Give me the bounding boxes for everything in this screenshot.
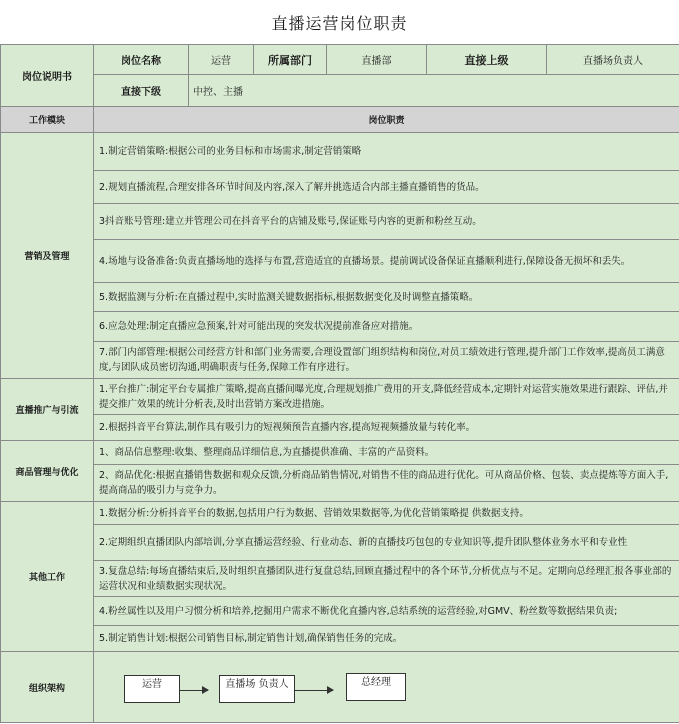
module-duties <box>94 441 679 502</box>
position-name-value: 运营 <box>189 45 254 75</box>
department-label: 所属部门 <box>254 45 327 75</box>
org-label: 组织架构 <box>1 652 94 723</box>
superior-label: 直接上级 <box>427 45 547 75</box>
duty-item: 7.部门内部管理:根据公司经营方针和部门业务需要,合理设置部门组织结构和岗位,对员工绩效进行管理,提升部门工作效率,提高员工满意度,与团队成员密切沟通,明确职责与任务,保障工作有序进行。 <box>99 347 665 373</box>
module-duties <box>94 133 679 379</box>
duty-item: 3.复盘总结:每场直播结束后,及时组织直播团队进行复盘总结,回顾直播过程中的各个环节,分析优点与不足。定期向总经理汇报各事业部的运营状况和业绩数据实现状况。 <box>94 561 679 597</box>
org-chart <box>94 652 679 723</box>
duty-item: 3抖音账号管理:建立并管理公司在抖音平台的店铺及账号,保证账号内容的更新和粉丝互动。 <box>94 204 679 240</box>
org-box-live-manager: 直播场 负责人 <box>219 675 295 703</box>
duty-item: 1.平台推广:制定平台专属推广策略,提高直播间曝光度,合理规划推广费用的开支,降低经营成本,定期针对运营实施效果进行跟踪、评估,并提交推广效果的统计分析表,及时出营销方案改进措施。 <box>94 379 679 415</box>
duty-item: 2、商品优化:根据直播销售数据和观众反馈,分析商品销售情况,对销售不佳的商品进行优化。可从商品价格、包装、卖点提炼等方面入手,提高商品的吸引力与竞争力。 <box>99 470 669 496</box>
subordinate-label: 直接下级 <box>94 75 189 107</box>
duty-item: 2.规划直播流程,合理安排各环节时间及内容,深入了解并挑选适合内部主播直播销售的货品。 <box>94 171 679 204</box>
module-column-header: 工作模块 <box>1 107 94 133</box>
module-duties <box>94 502 679 652</box>
duty-item: 6.应急处理:制定直播应急预案,针对可能出现的突发状况提前准备应对措施。 <box>94 312 679 342</box>
org-box-general-manager: 总经理 <box>346 673 406 701</box>
arrow-icon <box>180 690 208 691</box>
duty-item: 1.制定营销策略:根据公司的业务目标和市场需求,制定营销策略 <box>94 133 679 171</box>
duty-item: 1、商品信息整理:收集、整理商品详细信息,为直播提供准确、丰富的产品资料。 <box>94 441 679 465</box>
module-name: 营销及管理 <box>1 133 94 379</box>
org-box-operations: 运营 <box>124 675 180 703</box>
duties-column-header: 岗位职责 <box>94 107 679 133</box>
department-value: 直播部 <box>327 45 427 75</box>
duty-item: 4.场地与设备准备:负责直播场地的选择与布置,营造适宜的直播场景。提前调试设备保证直播顺利进行,保障设备无损坏和丢失。 <box>94 240 679 283</box>
job-description-table <box>0 44 679 723</box>
position-name-label: 岗位名称 <box>94 45 189 75</box>
duty-item: 5.制定销售计划:根据公司销售目标,制定销售计划,确保销售任务的完成。 <box>99 633 403 644</box>
module-name: 直播推广与引流 <box>1 379 94 441</box>
page-title: 直播运营岗位职责 <box>0 0 679 45</box>
superior-value: 直播场负责人 <box>547 45 679 75</box>
duty-item: 5.数据监测与分析:在直播过程中,实时监测关键数据指标,根据数据变化及时调整直播策略。 <box>94 283 679 312</box>
module-name: 商品管理与优化 <box>1 441 94 502</box>
duty-item: 2.根据抖音平台算法,制作具有吸引力的短视频预告直播内容,提高短视频播放量与转化率。 <box>99 422 476 433</box>
module-duties <box>94 379 679 441</box>
arrow-icon <box>295 690 333 691</box>
module-name: 其他工作 <box>1 502 94 652</box>
duty-item: 1.数据分析:分析抖音平台的数据,包括用户行为数据、营销效果数据等,为优化营销策略提 供数据支持。 <box>94 502 679 525</box>
subordinate-value: 中控、主播 <box>189 75 679 107</box>
section-label: 岗位说明书 <box>1 45 94 107</box>
duty-item: 2.定期组织直播团队内部培训,分享直播运营经验、行业动态、新的直播技巧包包的专业知识等,提升团队整体业务水平和专业性 <box>94 525 679 561</box>
duty-item: 4.粉丝属性以及用户习惯分析和培养,挖掘用户需求不断优化直播内容,总结系统的运营经验,对GMV、粉丝数等数据结果负责; <box>94 597 679 626</box>
